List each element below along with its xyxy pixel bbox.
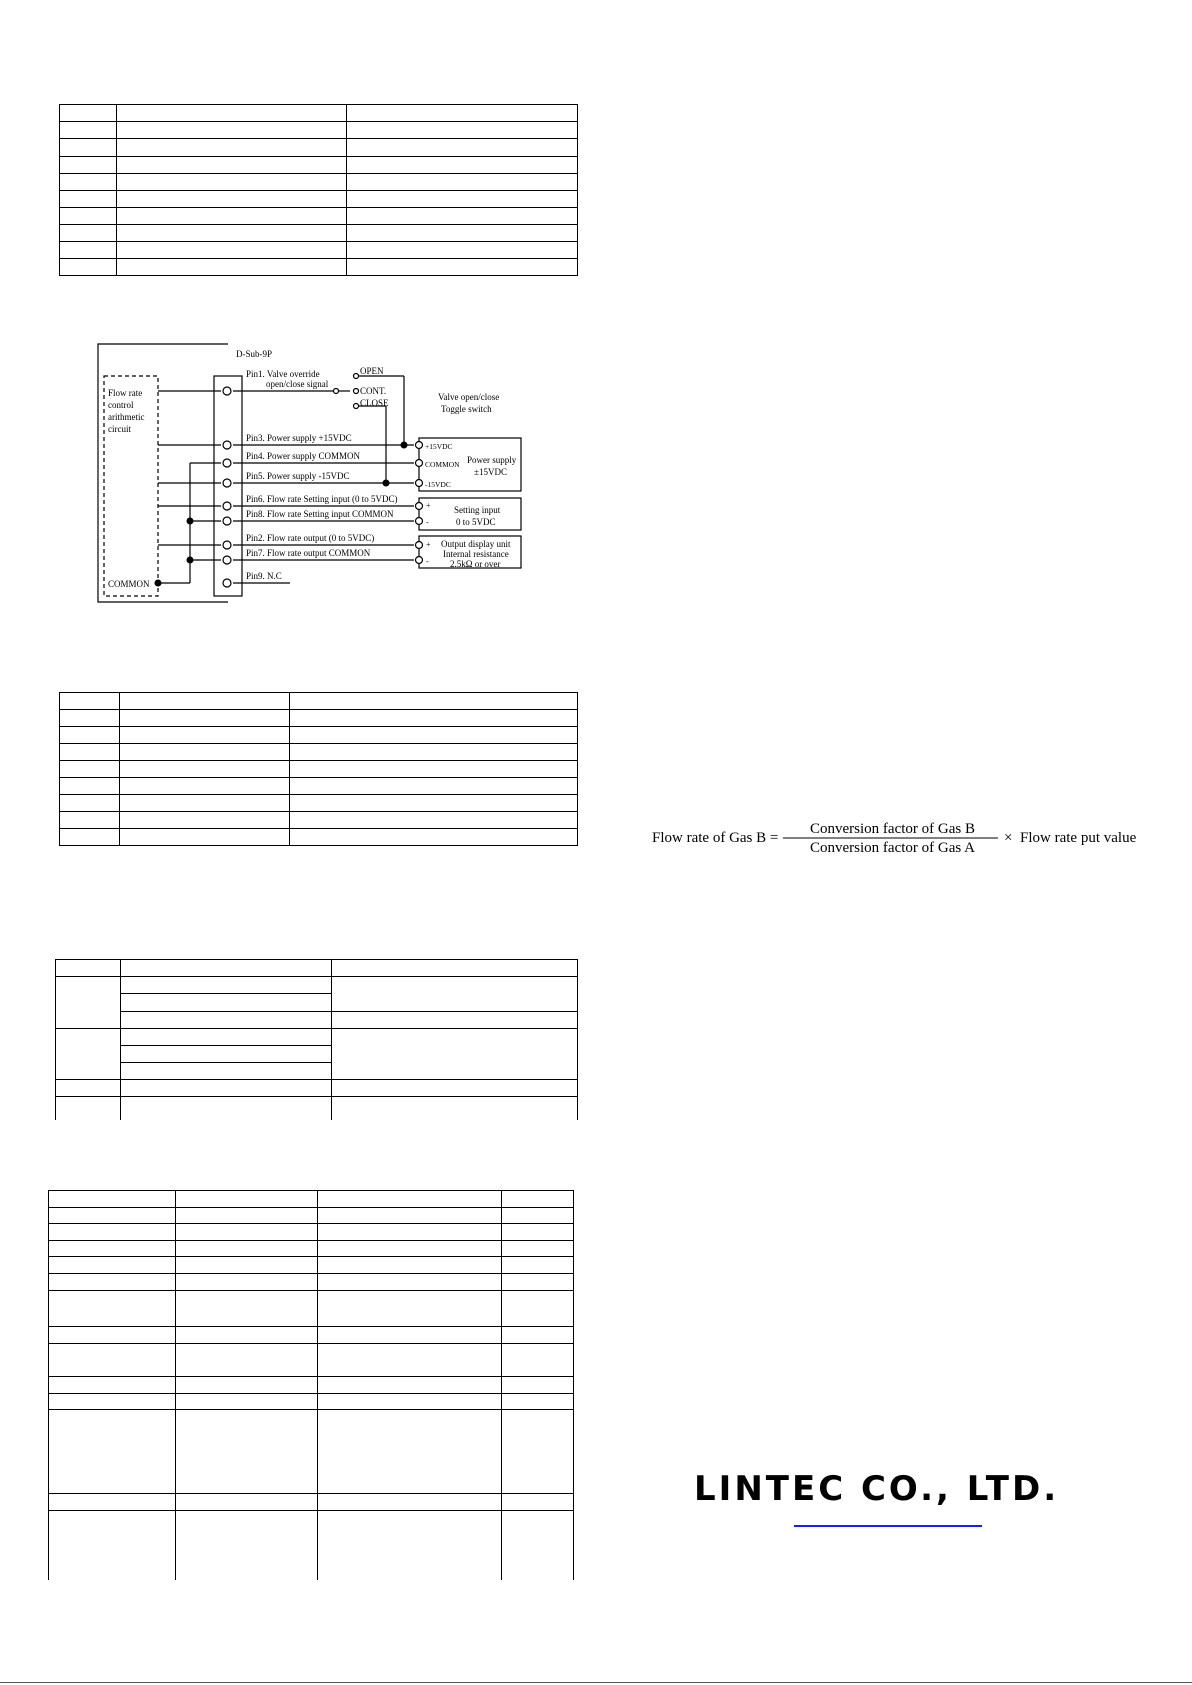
pin-table-2 bbox=[0, 680, 600, 850]
power-minus-label: -15VDC bbox=[425, 480, 451, 489]
power-title-1: Power supply bbox=[467, 455, 517, 465]
power-common-label: COMMON bbox=[425, 460, 460, 469]
pin5-label: Pin5. Power supply -15VDC bbox=[246, 471, 350, 481]
pin8-label: Pin8. Flow rate Setting input COMMON bbox=[246, 509, 394, 519]
wiring-diagram bbox=[0, 330, 560, 610]
pin1-label: Pin1. Valve override bbox=[246, 369, 320, 379]
output-title-3: 2.5kΩ or over bbox=[450, 559, 501, 569]
spec-table-3 bbox=[0, 950, 600, 1120]
switch-close-label: CLOSE bbox=[360, 398, 389, 408]
circuit-label-2: control bbox=[108, 400, 134, 410]
pin1-label-2: open/close signal bbox=[266, 379, 329, 389]
conversion-formula bbox=[640, 810, 1160, 870]
connector-label: D-Sub-9P bbox=[236, 349, 273, 359]
pin-table-1 bbox=[0, 0, 600, 290]
output-minus-label: - bbox=[426, 557, 429, 566]
page-bottom-rule bbox=[0, 1682, 1192, 1683]
spec-table-4 bbox=[0, 1180, 600, 1580]
circuit-label-4: circuit bbox=[108, 424, 131, 434]
formula-lhs: Flow rate of Gas B = bbox=[652, 830, 779, 846]
pin2-label: Pin2. Flow rate output (0 to 5VDC) bbox=[246, 533, 375, 543]
power-title-2: ±15VDC bbox=[474, 467, 507, 477]
formula-times: × bbox=[1004, 830, 1013, 846]
common-label: COMMON bbox=[108, 579, 150, 589]
output-title-2: Internal resistance bbox=[443, 549, 509, 559]
output-plus-label: + bbox=[426, 540, 431, 549]
formula-rhs: Flow rate put value bbox=[1020, 830, 1137, 846]
company-logo: LINTEC CO., LTD. bbox=[694, 1469, 1060, 1509]
switch-cont-label: CONT. bbox=[360, 386, 387, 396]
setting-plus-label: + bbox=[426, 501, 431, 510]
switch-title-2: Toggle switch bbox=[441, 404, 492, 414]
pin7-label: Pin7. Flow rate output COMMON bbox=[246, 548, 371, 558]
formula-denominator: Conversion factor of Gas A bbox=[810, 840, 975, 856]
setting-title-2: 0 to 5VDC bbox=[456, 517, 496, 527]
switch-open-label: OPEN bbox=[360, 366, 384, 376]
setting-minus-label: - bbox=[426, 518, 429, 527]
switch-title-1: Valve open/close bbox=[438, 392, 500, 402]
power-plus-label: +15VDC bbox=[425, 442, 453, 451]
website-link[interactable] bbox=[794, 1525, 982, 1527]
pin3-label: Pin3. Power supply +15VDC bbox=[246, 433, 352, 443]
pin4-label: Pin4. Power supply COMMON bbox=[246, 451, 361, 461]
formula-numerator: Conversion factor of Gas B bbox=[810, 821, 975, 837]
setting-title-1: Setting input bbox=[454, 505, 501, 515]
circuit-label-3: arithmetic bbox=[108, 412, 145, 422]
pin6-label: Pin6. Flow rate Setting input (0 to 5VDC) bbox=[246, 494, 398, 504]
circuit-label-1: Flow rate bbox=[108, 388, 143, 398]
pin9-label: Pin9. N.C bbox=[246, 571, 282, 581]
output-title-1: Output display unit bbox=[441, 539, 511, 549]
